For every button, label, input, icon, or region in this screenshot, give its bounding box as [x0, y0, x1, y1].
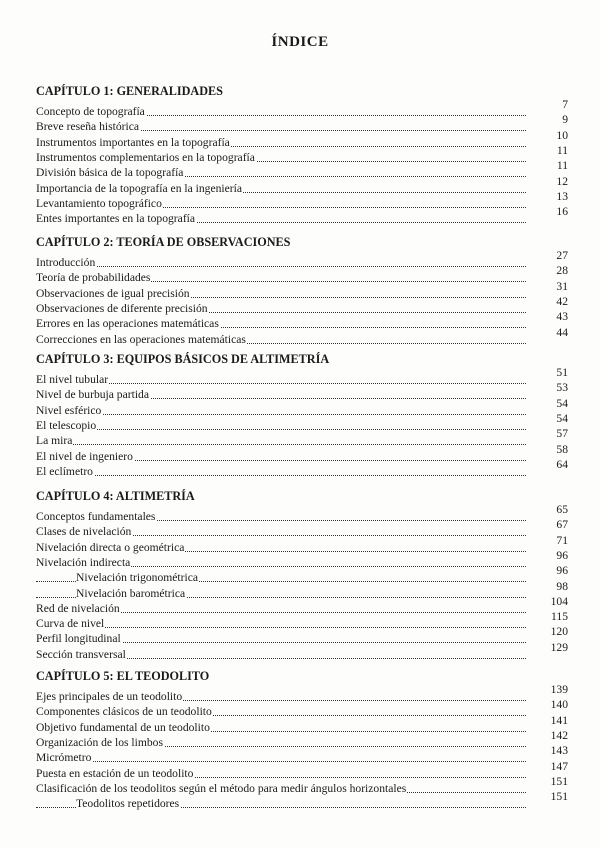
toc-entry-label: Red de nivelación	[36, 601, 120, 615]
toc-entry[interactable]	[36, 533, 568, 555]
toc-entry-label: Nivelación directa o geométrica	[36, 540, 185, 554]
dot-leader	[36, 627, 526, 628]
toc-entry[interactable]	[36, 713, 568, 735]
toc-entry-page: 64	[556, 457, 568, 471]
toc-entry-label: Conceptos fundamentales	[36, 510, 156, 523]
toc-entry[interactable]	[36, 774, 568, 796]
toc-entry-label: Correcciones en las operaciones matemáticas	[36, 332, 246, 346]
toc-entry[interactable]	[36, 564, 568, 585]
toc-entry[interactable]	[36, 698, 568, 719]
toc-entry-page: 11	[556, 143, 568, 157]
toc-entry-label: Nivel esférico	[36, 403, 102, 417]
toc-entry-label: Teoría de probabilidades	[36, 271, 151, 285]
toc-entry-page: 27	[556, 249, 568, 262]
toc-entry-label: Clasificación de los teodolitos según el método para medir ángulos horizontales	[36, 781, 407, 795]
toc-entry-page: 53	[556, 381, 568, 395]
toc-entry-label: Componentes clásicos de un teodolito	[36, 705, 212, 719]
toc-entry-page: 12	[556, 174, 568, 188]
toc-entry-page: 44	[556, 325, 568, 339]
toc-entry[interactable]	[36, 279, 568, 301]
toc-entry[interactable]	[36, 249, 568, 270]
toc-entry-label: Instrumentos importantes en la topografía	[36, 135, 230, 149]
chapter-heading: CAPÍTULO 5: EL TEODOLITO	[36, 669, 210, 683]
toc-entry-page: 65	[556, 503, 568, 516]
toc-entry-label: El telescopio	[36, 418, 97, 432]
toc-entry[interactable]	[36, 325, 568, 347]
toc-entry[interactable]	[36, 189, 568, 211]
toc-entry[interactable]	[36, 98, 568, 119]
toc-entry[interactable]	[36, 128, 568, 150]
toc-entry-page: 13	[556, 189, 568, 203]
toc-entry-label: Entes importantes en la topografía	[36, 212, 196, 226]
toc-entry[interactable]	[36, 594, 568, 616]
toc-entry-page: 16	[556, 205, 568, 219]
toc-entry[interactable]	[36, 174, 568, 196]
toc-entry[interactable]	[36, 264, 568, 285]
toc-entry[interactable]	[36, 381, 568, 402]
toc-entry-label: División básica de la topografía	[36, 166, 184, 180]
toc-entry-page: 104	[550, 594, 568, 608]
toc-entry[interactable]	[36, 396, 568, 418]
toc-entry-page: 43	[556, 310, 568, 324]
dot-leader	[36, 761, 526, 762]
toc-entry-label: Curva de nivel	[36, 617, 105, 631]
toc-entry-page: 51	[556, 366, 568, 379]
toc-entry[interactable]	[36, 610, 568, 631]
toc-entry-label: Breve reseña histórica	[36, 120, 140, 134]
toc-entry-label: Concepto de topografía	[36, 105, 145, 118]
toc-entry-label: El eclímetro	[36, 464, 93, 478]
dot-leader	[36, 475, 526, 476]
toc-entry[interactable]	[36, 744, 568, 765]
toc-entry-page: 96	[556, 548, 568, 562]
toc-entry[interactable]	[36, 759, 568, 781]
toc-entry-page: 115	[551, 610, 568, 624]
toc-entry-label: Nivelación barométrica	[76, 586, 186, 600]
toc-entry[interactable]	[36, 143, 568, 165]
toc-entry-label: La mira	[36, 434, 73, 448]
toc-entry-label: Introducción	[36, 256, 96, 269]
toc-entry-label: Importancia de la topografía en la ingeniería	[36, 181, 243, 195]
toc-entry-label: Sección transversal	[36, 647, 126, 661]
toc-entry-label: Nivelación trigonométrica	[76, 571, 199, 585]
toc-entry-page: 142	[550, 728, 568, 742]
toc-entry-label: Observaciones de diferente precisión	[36, 301, 208, 315]
toc-entry[interactable]	[36, 790, 568, 811]
toc-entry-page: 10	[556, 128, 568, 142]
dot-leader	[36, 444, 526, 445]
toc-entry[interactable]	[36, 640, 568, 662]
toc-entry[interactable]	[36, 442, 568, 464]
toc-entry-page: 98	[556, 579, 568, 593]
toc-entry-page: 71	[556, 533, 568, 547]
toc-entry-page: 9	[562, 113, 568, 127]
toc-entry-label: Perfil longitudinal	[36, 632, 121, 646]
toc-entry-page: 96	[556, 564, 568, 578]
chapter-heading: CAPÍTULO 2: TEORÍA DE OBSERVACIONES	[36, 235, 291, 249]
toc-entry-page: 31	[556, 279, 568, 293]
toc-entry-label: Micrómetro	[36, 751, 92, 765]
toc-entry[interactable]	[36, 205, 568, 226]
toc-entry[interactable]	[36, 625, 568, 646]
toc-entry[interactable]	[36, 366, 568, 387]
toc-entry-page: 7	[562, 98, 568, 111]
toc-entry[interactable]	[36, 728, 568, 750]
dot-leader	[36, 414, 526, 415]
toc-entry[interactable]	[36, 579, 568, 601]
toc-entry-label: Clases de nivelación	[36, 525, 132, 539]
toc-entry-page: 67	[556, 518, 568, 532]
toc-entry-page: 139	[550, 683, 568, 696]
toc-entry-label: Nivel de burbuja partida	[36, 388, 149, 402]
toc-entry-page: 54	[556, 396, 568, 410]
page-title: ÍNDICE	[271, 34, 329, 50]
toc-entry[interactable]	[36, 294, 568, 316]
toc-entry-page: 28	[556, 264, 568, 278]
toc-entry-page: 129	[550, 640, 568, 654]
toc-entry[interactable]	[36, 503, 568, 524]
toc-entry-label: Ejes principales de un teodolito	[36, 690, 183, 703]
toc-entry[interactable]	[36, 518, 568, 539]
chapter-heading: CAPÍTULO 4: ALTIMETRÍA	[36, 489, 195, 503]
toc-entry-page: 151	[550, 790, 568, 804]
toc-entry-page: 58	[556, 442, 568, 456]
toc-entry[interactable]	[36, 457, 568, 479]
toc-entry-label: El nivel tubular	[36, 373, 109, 386]
dot-leader	[36, 429, 526, 430]
toc-entry-label: Observaciones de igual precisión	[36, 286, 190, 300]
toc-entry-label: El nivel de ingeniero	[36, 449, 133, 463]
toc-entry-label: Levantamiento topográfico	[36, 196, 162, 210]
toc-entry-page: 42	[556, 294, 568, 308]
toc-entry[interactable]	[36, 310, 568, 331]
toc-entry[interactable]	[36, 548, 568, 570]
toc-entry-page: 54	[556, 411, 568, 425]
toc-entry[interactable]	[36, 159, 568, 180]
toc-entry[interactable]	[36, 683, 568, 704]
toc-entry-page: 140	[550, 698, 568, 712]
toc-entry-page: 151	[550, 774, 568, 788]
toc-entry-label: Objetivo fundamental de un teodolito	[36, 720, 210, 734]
toc-entry-label: Instrumentos complementarios en la topografía	[36, 150, 255, 164]
toc-entry-label: Organización de los limbos	[36, 735, 163, 749]
toc-entry-page: 143	[550, 744, 568, 758]
dot-leader	[36, 266, 526, 267]
toc-entry[interactable]	[36, 113, 568, 134]
toc-entry-page: 120	[550, 625, 568, 639]
chapter-heading: CAPÍTULO 1: GENERALIDADES	[36, 84, 223, 98]
toc-entry[interactable]	[36, 411, 568, 433]
toc-entry-label: Nivelación indirecta	[36, 555, 131, 569]
chapter-heading: CAPÍTULO 3: EQUIPOS BÁSICOS DE ALTIMETRÍA	[36, 352, 330, 366]
toc-entry-label: Puesta en estación de un teodolito	[36, 766, 194, 780]
toc-entry-page: 147	[550, 759, 568, 773]
toc-entry-page: 11	[556, 159, 568, 173]
toc-entry-label: Teodolitos repetidores	[76, 797, 180, 811]
toc-entry-page: 141	[550, 713, 568, 727]
toc-entry-label: Errores en las operaciones matemáticas	[36, 317, 219, 331]
toc-entry[interactable]	[36, 427, 568, 448]
toc-entry-page: 57	[556, 427, 568, 441]
dot-leader	[36, 383, 526, 384]
